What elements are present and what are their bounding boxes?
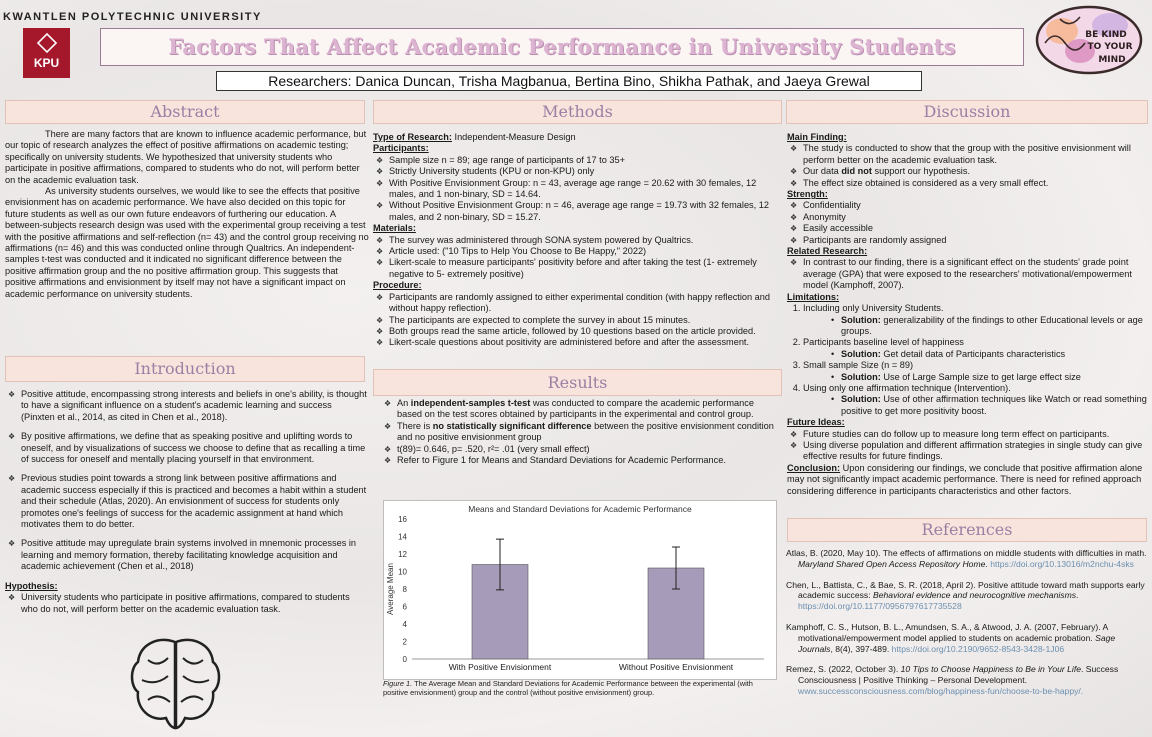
reference-link[interactable]: www.successconsciousness.com/blog/happiness-fun/choose-to-be-happy/.	[798, 685, 1084, 696]
related-label: Related Research:	[787, 246, 868, 257]
discussion-heading: Discussion	[786, 100, 1148, 124]
limitations-label: Limitations:	[787, 291, 840, 302]
figure-caption: Figure 1. The Average Mean and Standard Deviations for Academic Performance between the experimental (with positive envisionment) group and the control (without positive envisionment) group.	[383, 679, 753, 697]
introduction-bullet: ❖ Previous studies point towards a strong link between positive affirmations and academic success especially if this is practiced and becomes a habit within a student and their schedule (Atlas, 2020). An envisionment of success for students only promotes one's feelings of success for the academic assignment at hand which motivates them to do better.	[5, 473, 367, 530]
y-axis-label: Average Mean	[386, 563, 395, 615]
reference-link[interactable]: https://doi.org/10.1177/0956797617735528	[798, 601, 962, 612]
abstract-body	[5, 129, 371, 300]
future-bullet: ❖ Future studies can do follow up to measure long term effect on participants.	[787, 429, 1151, 440]
results-bullet-3: ❖ t(89)= 0.646, p= .520, r²= .01 (very small effect)	[381, 444, 781, 455]
procedure-bullet: ❖ Likert-scale questions about positivity are administered before and after the assessment.	[373, 337, 783, 348]
y-tick-label: 8	[402, 585, 407, 594]
results-chart	[383, 500, 777, 680]
poster-title-box	[100, 28, 1024, 66]
references-list	[786, 548, 1152, 707]
limitation-item: 3. Small sample Size (n = 89) • Solution: Use of Large Sample size to get large effect size	[803, 360, 1151, 383]
main-finding-label: Main Finding:	[787, 132, 847, 142]
materials-list	[373, 235, 783, 281]
y-tick-label: 4	[402, 620, 407, 629]
procedure-bullet: ❖ The participants are expected to complete the survey in about 15 minutes.	[373, 315, 783, 326]
participants-list	[373, 155, 783, 223]
procedure-bullet: ❖ Participants are randomly assigned to either experimental condition (with happy reflection and without happy reflection).	[373, 292, 783, 315]
conclusion: Conclusion: Upon considering our findings, we conclude that positive affirmation alone may not significantly impact academic performance. There is need for refined approach considering difference in participants characteristics and other factors.	[787, 462, 1143, 496]
kpu-logo	[23, 28, 70, 78]
limitations-list	[787, 303, 1151, 417]
participants-bullet: ❖ Without Positive Envisionment Group: n = 46, average age range = 19.73 with 32 females, 12 males, and 2 non-binary, SD = 15.27.	[373, 200, 783, 223]
references-heading: References	[787, 518, 1147, 542]
participants-label: Participants:	[373, 143, 429, 154]
introduction-bullet: ❖ Positive attitude, encompassing strong interests and beliefs in one's ability, is thought to have a significant influence on a student's academic learning and success (Pinxten et al., 2014, as cited in Chen et al., 2018).	[5, 389, 367, 423]
limitation-solution: • Solution: generalizability of the findings to other Educational levels or age groups.	[831, 315, 1151, 338]
results-heading: Results	[373, 369, 782, 396]
limitation-solution: • Solution: Get detail data of Participants characteristics	[831, 349, 1151, 360]
researchers-line: Researchers: Danica Duncan, Trisha Magbanua, Bertina Bino, Shikha Pathak, and Jaeya Grewal	[216, 71, 922, 91]
limitation-item: 2. Participants baseline level of happiness • Solution: Get detail data of Participants characteristics	[803, 337, 1151, 360]
y-tick-label: 6	[402, 602, 407, 612]
poster-title: Factors That Affect Academic Performance in University Students	[168, 34, 956, 59]
y-tick-label: 10	[398, 567, 407, 577]
procedure-list	[373, 292, 783, 349]
be-kind-line-2: TO YOUR	[1087, 42, 1133, 52]
future-label: Future Ideas:	[787, 417, 845, 428]
results-bullet-4: ❖ Refer to Figure 1 for Means and Standard Deviations for Academic Performance.	[381, 455, 781, 466]
introduction-bullet: ❖ By positive affirmations, we define that as speaking positive and uplifting words to oneself, and by visualizations of success we choose to define that as recalling a time of success for oneself and mentally placing yourself in that environment.	[5, 431, 367, 465]
x-tick-label: With Positive Envisionment	[448, 662, 552, 672]
materials-bullet: ❖ Article used: ("10 Tips to Help You Choose to Be Happy," 2022)	[373, 246, 783, 257]
reference-item: Atlas, B. (2020, May 10). The effects of affirmations on middle students with difficulties in math. Maryland Shared Open Access Repository Home. https://doi.org/10.13016/m2nchu-4sks	[786, 548, 1147, 569]
introduction-heading: Introduction	[5, 356, 365, 382]
procedure-label: Procedure:	[373, 280, 422, 291]
strength-bullet: ❖ Anonymity	[787, 212, 1151, 223]
results-bullet-1: ❖ An independent-samples t-test was conducted to compare the academic performance based on the test scores obtained by participants in the experimental and control group.	[381, 398, 781, 421]
hypothesis-label: Hypothesis:	[5, 580, 58, 591]
discussion-body	[787, 132, 1151, 512]
participants-bullet: ❖ Strictly University students (KPU or non-KPU) only	[373, 166, 783, 177]
introduction-list	[5, 389, 367, 573]
chart-title: Means and Standard Deviations for Academic Performance	[468, 504, 692, 514]
university-name: KWANTLEN POLYTECHNIC UNIVERSITY	[3, 11, 262, 23]
reference-item: Chen, L., Battista, C., & Bae, S. R. (2018, April 2). Positive attitude toward math supports early academic success: Behavioral evidence and neurocognitive mechanisms. https://doi.org/10.1177/0956797617735528	[786, 579, 1145, 612]
y-tick-label: 16	[398, 515, 407, 524]
x-tick-label: Without Positive Envisionment	[618, 662, 734, 672]
limitation-item: 1. Including only University Students. • Solution: generalizability of the findings to other Educational levels or age groups.	[803, 303, 1151, 337]
strength-label: Strength:	[787, 189, 828, 200]
abstract-heading: Abstract	[5, 100, 365, 124]
y-tick-label: 14	[398, 532, 407, 542]
materials-bullet: ❖ The survey was administered through SONA system powered by Qualtrics.	[373, 235, 783, 246]
reference-link[interactable]: https://doi.org/10.2190/9652-8543-3428-1J06	[891, 643, 1065, 654]
bar-chart-svg	[384, 501, 776, 679]
limitation-solution: • Solution: Use of other affirmation techniques like Watch or read something positive to get more positivity boost.	[831, 394, 1151, 417]
limitation-solution: • Solution: Use of Large Sample size to get large effect size	[831, 372, 1151, 383]
strength-bullet: ❖ Participants are randomly assigned	[787, 235, 1151, 246]
limitation-item: 4. Using only one affirmation technique (Intervention). • Solution: Use of other affirmation techniques like Watch or read something positive to get more positivity boost.	[803, 383, 1151, 417]
brain-icon	[128, 634, 223, 734]
be-kind-brain-logo	[1030, 3, 1148, 77]
strength-bullet: ❖ Easily accessible	[787, 223, 1151, 234]
procedure-bullet: ❖ Both groups read the same article, followed by 10 questions based on the article provided.	[373, 326, 783, 337]
introduction-bullet: ❖ Positive attitude may upregulate brain systems involved in mnemonic processes in learning and memory formation, thereby facilitating knowledge acquisition and academic achievement (Chen et al., 2018)	[5, 538, 367, 572]
abstract-paragraph-1: There are many factors that are known to influence academic performance, but our topic of research analyzes the effect of positive affirmations on academic testing; specifically on university students. We hypothesized that university students who participate in positive affirmations, compared to students who do not, will perform better on the academic evaluation task.	[5, 129, 367, 185]
logo-mark-icon	[36, 33, 56, 53]
introduction-body	[5, 389, 367, 615]
methods-heading: Methods	[373, 100, 782, 124]
main-finding-1: ❖ The study is conducted to show that the group with the positive envisionment will perform better on the academic evaluation task.	[787, 143, 1151, 166]
participants-bullet: ❖ With Positive Envisionment Group: n = 43, average age range = 20.62 with 30 females, 12 males, and 1 non-binary, SD = 14.64.	[373, 178, 783, 201]
methods-body	[373, 132, 783, 366]
type-value: Independent-Measure Design	[451, 132, 576, 142]
main-finding-list	[787, 143, 1151, 189]
results-body	[381, 398, 781, 466]
y-tick-label: 2	[402, 637, 407, 647]
y-tick-label: 12	[398, 550, 407, 559]
main-finding-3: ❖ The effect size obtained is considered as a very small effect.	[787, 178, 1151, 189]
future-list	[787, 429, 1151, 463]
results-bullet-2: ❖ There is no statistically significant difference between the positive envisionment condition and no positive envisionment group	[381, 421, 781, 444]
main-finding-2: ❖ Our data did not support our hypothesis.	[787, 166, 1151, 177]
type-label: Type of Research:	[373, 132, 452, 142]
reference-link[interactable]: https://doi.org/10.13016/m2nchu-4sks	[990, 558, 1134, 569]
strength-bullet: ❖ Confidentiality	[787, 200, 1151, 211]
materials-bullet: ❖ Likert-scale to measure participants' positivity before and after taking the test (1- extremely negative to 5- extremely positive)	[373, 257, 783, 280]
be-kind-line-1: BE KIND	[1085, 30, 1127, 40]
abstract-paragraph-2: As university students ourselves, we would like to see the effects that positive envisionment has on academic performance. We have also decided on this topic for future students as well as our own future endeavors of furthering our education. A between-subjects research design was used with the experimental group receiving a test with the positive affirmations and self-reflection (n= 43) and the control group receiving no affirmations (n= 46) and this was conducted online through Qualtrics. An independent-samples t-test was conducted and it indicated no significant difference between the positive affirmation group and the no positive affirmation group. This suggests that positive affirmations and envisionment by itself may not have a significant impact on academic performance on university students.	[5, 186, 369, 299]
materials-label: Materials:	[373, 223, 416, 234]
participants-bullet: ❖ Sample size n = 89; age range of participants of 17 to 35+	[373, 155, 783, 166]
strength-list	[787, 200, 1151, 246]
reference-item: Kamphoff, C. S., Hutson, B. L., Amundsen, S. A., & Atwood, J. A. (2007, February). A motivational/empowerment model applied to students on academic probation. Sage Journals, 8(4), 397-489. https://doi.org/10.2190/9652-8543-3428-1J06	[786, 621, 1116, 654]
future-bullet: ❖ Using diverse population and different affirmation strategies in single study can give effective results for future findings.	[787, 440, 1151, 463]
related-text: ❖ In contrast to our finding, there is a significant effect on the students' grade point average (GPA) that were exposed to the researchers' motivational/empowerment model (Kamphoff, 2007).	[787, 257, 1151, 291]
logo-text: KPU	[33, 56, 60, 70]
be-kind-line-3: MIND	[1098, 55, 1126, 65]
hypothesis-text: ❖ University students who participate in positive affirmations, compared to students who do not, will perform better on the academic evaluation task.	[5, 592, 367, 615]
y-tick-label: 0	[402, 655, 407, 664]
reference-item: Remez, S. (2022, October 3). 10 Tips to Choose Happiness to Be in Your Life. Success Consciousness | Positive Thinking – Personal Development. www.successconsciousness.com/blog/happiness-fun/choose-to-be-happy/.	[786, 664, 1119, 696]
